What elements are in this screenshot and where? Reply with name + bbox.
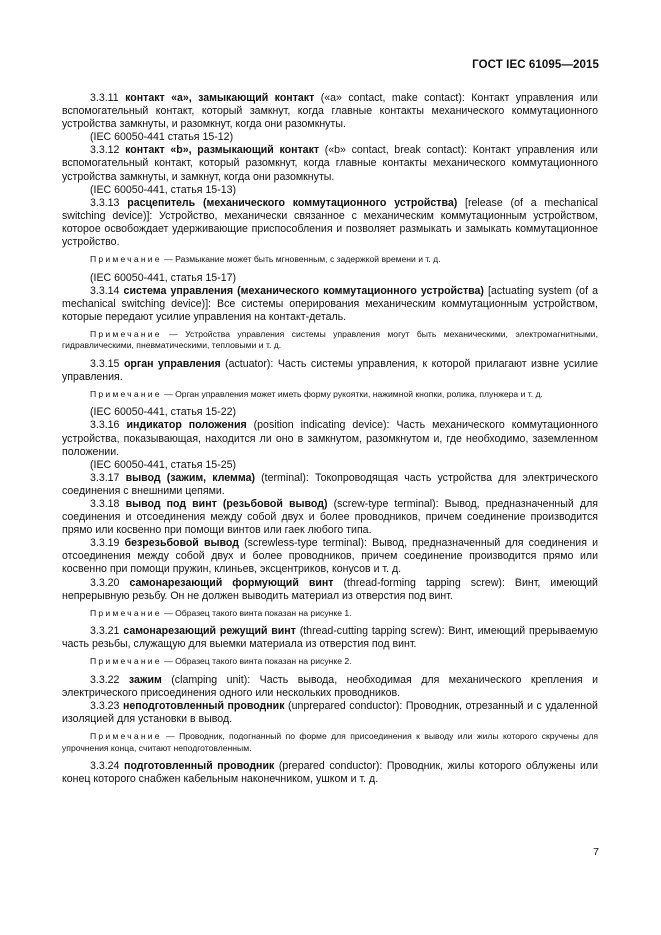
definition-3-3-23: 3.3.23 неподготовленный проводник (unprepared conductor): Проводник, отрезанный и с удаленной изоляцией для установки в вывод.	[62, 699, 598, 725]
term: зажим	[128, 673, 162, 686]
term: индикатор положения	[126, 419, 247, 432]
note: Примечание — Проводник, подогнанный по форме для присоединения к выводу или жилы которого скручены для упрочнения конца, считают неподготовленным.	[62, 731, 598, 753]
term: подготовленный проводник	[124, 759, 275, 772]
definition-3-3-12: 3.3.12 контакт «b», размыкающий контакт («b» contact, break contact): Контакт управления или вспомогательный контакт, который разомкнут, когда главные контакты механического коммутационного устройства замкнуты, и замкнут, когда они разомкнуты.	[62, 144, 598, 183]
note-label: Примечание	[90, 254, 162, 265]
standard-header: ГОСТ IEC 61095—2015	[472, 59, 599, 71]
definition-3-3-20: 3.3.20 самонарезающий формующий винт (thread-forming tapping screw): Винт, имеющий непрерывную резьбу. Он не должен выводить материал из отверстия под винт.	[62, 576, 598, 602]
note-label: Примечание	[90, 388, 162, 399]
definition-3-3-17: 3.3.17 вывод (зажим, клемма) (terminal): Токопроводящая часть устройства для электрического соединения с внешними цепями.	[62, 471, 598, 497]
source-reference: (IEC 60050-441, статья 15-22)	[90, 406, 237, 419]
note: Примечание — Орган управления может иметь форму рукоятки, нажимной кнопки, ролика, плунжера и т. д.	[90, 388, 543, 399]
definition-3-3-15: 3.3.15 орган управления (actuator): Часть системы управления, к которой прилагают извне усилие управления.	[62, 357, 598, 383]
definition-3-3-19: 3.3.19 безрезьбовой вывод (screwless-type terminal): Вывод, предназначенный для соединения и отсоединения между собой двух и более проводников, причем соединение производится прямо или косвенно при помощи пружин, клиньев, эксцентриков, конусов и т. д.	[62, 537, 598, 576]
definition-3-3-18: 3.3.18 вывод под винт (резьбовой вывод) (screw-type terminal): Вывод, предназначенный для соединения и отсоединения между собой двух и более проводников, причем соединение производится прямо или косвенно при помощи винтов или гаек любого типа.	[62, 497, 598, 537]
definition-3-3-24: 3.3.24 подготовленный проводник (prepared conductor): Проводник, жилы которого облужены или конец которого снабжен кабельным наконечником, ушком и т. д.	[62, 759, 599, 785]
source-reference: (IEC 60050-441, статья 15-17)	[90, 271, 237, 284]
term: расцепитель (механического коммутационного устройства)	[127, 196, 458, 209]
term: орган управления	[123, 357, 221, 370]
source-reference: (IEC 60050-441, статья 15-25)	[90, 458, 237, 471]
note-label: Примечание	[90, 328, 162, 339]
note-label: Примечание	[90, 607, 162, 618]
note: Примечание — Устройства управления системы управления могут быть механическими, электромагнитными, гидравлическими, пневматическими, тепловыми и т. д.	[62, 328, 598, 351]
term: система управления (механического коммутационного устройства)	[123, 284, 484, 297]
note-label: Примечание	[90, 731, 162, 742]
note: Примечание — Размыкание может быть мгновенным, с задержкой времени и т. д.	[90, 254, 441, 265]
term: вывод под винт (резьбовой вывод)	[125, 497, 328, 510]
document-body	[62, 92, 598, 786]
source-reference: (IEC 60050-441, статья 15-13)	[90, 183, 237, 196]
definition-3-3-16: 3.3.16 индикатор положения (position indicating device): Часть механического коммутационного устройства, показывающая, находится ли оно в замкнутом, разомкнутом и, где необходимо, заземленном положении.	[62, 419, 598, 458]
term: вывод (зажим, клемма)	[125, 471, 255, 484]
term: безрезьбовой вывод	[124, 537, 239, 550]
term: неподготовленный проводник	[123, 699, 285, 712]
definition-3-3-13: 3.3.13 расцепитель (механического коммутационного устройства) [release (of a mechanical switching device)]: Устройство, механически связанное с механическим коммутационным устройством, которое освобождает удерживающие приспособления и позволяет размыкать и замыкать коммутационное устройство.	[62, 196, 598, 249]
term: самонарезающий режущий винт	[123, 625, 296, 638]
definition-3-3-11: 3.3.11 контакт «а», замыкающий контакт («a» contact, make contact): Контакт управления или вспомогательный контакт, который замкнут, когда главные контакты механического коммутационного устройства замкнуты, и разомкнут, когда они разомкнуты.	[62, 92, 598, 131]
term: самонарезающий формующий винт	[129, 576, 334, 589]
source-reference: (IEC 60050-441 статья 15-12)	[90, 131, 234, 144]
page-number: 7	[593, 846, 599, 858]
note-label: Примечание	[90, 656, 162, 667]
term: контакт «b», размыкающий контакт	[125, 144, 320, 157]
definition-3-3-21: 3.3.21 самонарезающий режущий винт (thread-cutting tapping screw): Винт, имеющий прерываемую часть резьбы, служащую для выемки материала из отверстия под винт.	[62, 625, 598, 651]
note: Примечание — Образец такого винта показан на рисунке 2.	[90, 656, 352, 667]
term: контакт «а», замыкающий контакт	[125, 92, 315, 104]
definition-3-3-22: 3.3.22 зажим (clamping unit): Часть вывода, необходимая для механического крепления и электрического присоединения одного или нескольких проводников.	[62, 673, 598, 699]
note: Примечание — Образец такого винта показан на рисунке 1.	[90, 607, 352, 618]
definition-3-3-14: 3.3.14 система управления (механического коммутационного устройства) [actuating system (of a mechanical switching device)]: Все системы оперирования механическим коммутационным устройством, которые передают усилие управления на контакт-деталь.	[62, 284, 598, 323]
